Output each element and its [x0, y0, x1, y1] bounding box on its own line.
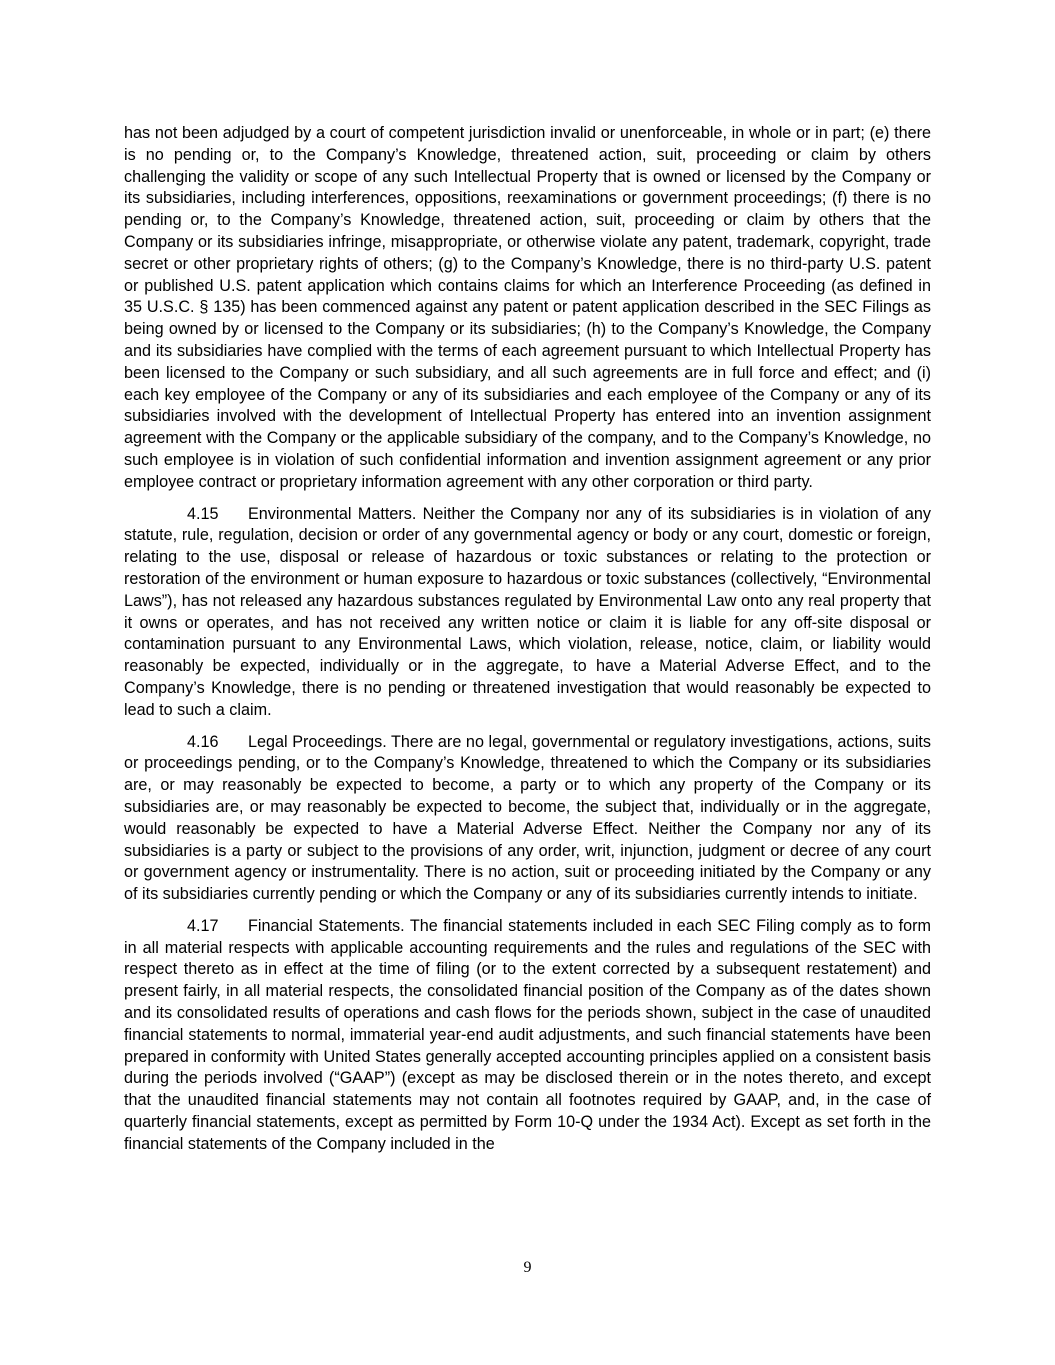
- paragraph-text: has not been adjudged by a court of competent jurisdiction invalid or unenforceable, in whole or in part; (e) there is no pending or, to the Company’s Knowledge, threatened action, suit, proceeding or claim by others challenging the validity or scope of any such Intellectual Property that is owned or licensed by the Company or its subsidiaries, including interferences, oppositions, reexaminations or government proceedings; (f) there is no pending or, to the Company’s Knowledge, threatened action, suit, proceeding or claim by others that the Company or its subsidiaries infringe, misappropriate, or otherwise violate any patent, trademark, copyright, trade secret or other proprietary rights of others; (g) to the Company’s Knowledge, there is no third-party U.S. patent or published U.S. patent application which contains claims for which an Interference Proceeding (as defined in 35 U.S.C. § 135) has been commenced against any patent or patent application described in the SEC Filings as being owned by or licensed to the Company or its subsidiaries; (h) to the Company’s Knowledge, the Company and its subsidiaries have complied with the terms of each agreement pursuant to which Intellectual Property has been licensed to the Company or such subsidiary, and all such agreements are in full force and effect; and (i) each key employee of the Company or any of its subsidiaries and each employee of the Company or any of its subsidiaries involved with the development of Intellectual Property has entered into an invention assignment agreement with the Company or the applicable subsidiary of the company, and to the Company’s Knowledge, no such employee is in violation of such confidential information and invention assignment agreement or any prior employee contract or proprietary information agreement with any other corporation or third party.: [124, 124, 931, 491]
- paragraph-intellectual-property-continued: [124, 123, 931, 494]
- section-heading: Environmental Matters: [248, 504, 412, 523]
- section-number: 4.16: [187, 732, 219, 751]
- section-text: . Neither the Company nor any of its subsidiaries is in violation of any statute, rule, regulation, decision or order of any governmental agency or body or any court, domestic or foreign, relating to the use, disposal or release of hazardous or toxic substances or relating to the protection or restoration of the environment or human exposure to hazardous or toxic substances (collectively, “Environmental Laws”), has not released any hazardous substances regulated by Environmental Law onto any real property that it owns or operates, and has not received any written notice or claim it is liable for any off-site disposal or contamination pursuant to any Environmental Laws, which violation, release, notice, claim, or liability would reasonably be expected, individually or in the aggregate, to have a Material Adverse Effect, and to the Company’s Knowledge, there is no pending or threatened investigation that would reasonably be expected to lead to such a claim.: [124, 504, 931, 719]
- section-4-17-financial-statements: [124, 916, 931, 1156]
- section-4-15-environmental-matters: [124, 504, 931, 722]
- page-number: 9: [523, 1259, 532, 1276]
- section-number: 4.15: [187, 504, 219, 523]
- section-number: 4.17: [187, 916, 219, 935]
- document-body: [124, 123, 931, 1166]
- section-heading: Financial Statements: [248, 916, 401, 935]
- section-heading: Legal Proceedings: [248, 732, 383, 751]
- section-text: . The financial statements included in each SEC Filing comply as to form in all material respects with applicable accounting requirements and the rules and regulations of the SEC with respect thereto as in effect at the time of filing (or to the extent corrected by a subsequent restatement) and present fairly, in all material respects, the consolidated financial position of the Company as of the dates shown and its consolidated results of operations and cash flows for the periods shown, subject in the case of unaudited financial statements to normal, immaterial year-end audit adjustments, and such financial statements have been prepared in conformity with United States generally accepted accounting principles applied on a consistent basis during the periods involved (“GAAP”) (except as may be disclosed therein or in the notes thereto, and except that the unaudited financial statements may not contain all footnotes required by GAAP, and, in the case of quarterly financial statements, except as permitted by Form 10-Q under the 1934 Act). Except as set forth in the financial statements of the Company included in the: [124, 916, 931, 1153]
- section-text: . There are no legal, governmental or regulatory investigations, actions, suits or proceedings pending, or to the Company’s Knowledge, threatened to which the Company or its subsidiaries are, or may reasonably be expected to become, a party or to which any property of the Company or its subsidiaries are, or may reasonably be expected to become, the subject that, individually or in the aggregate, would reasonably be expected to have a Material Adverse Effect. Neither the Company nor any of its subsidiaries is a party or subject to the provisions of any order, writ, injunction, judgment or decree of any court or government agency or instrumentality. There is no action, suit or proceeding initiated by the Company or any of its subsidiaries currently pending or which the Company or any of its subsidiaries currently intends to initiate.: [124, 732, 932, 904]
- section-4-16-legal-proceedings: [124, 732, 931, 906]
